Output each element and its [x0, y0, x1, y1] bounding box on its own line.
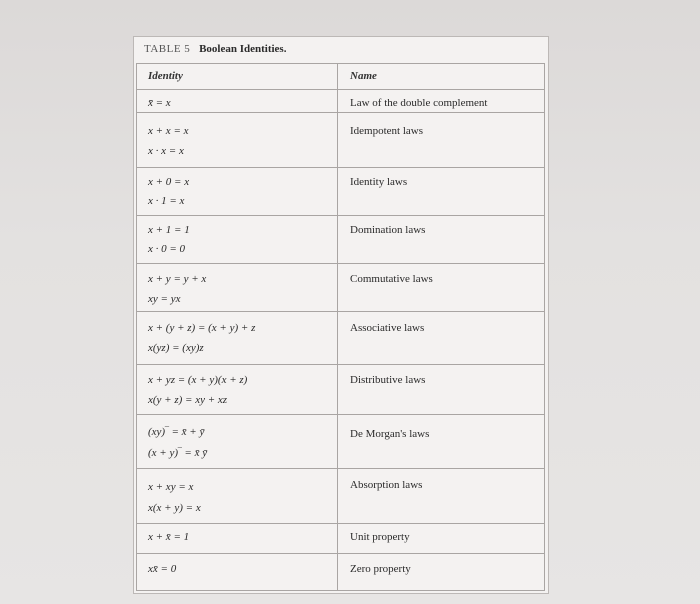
identity-name: Absorption laws	[350, 479, 423, 491]
table-rule	[136, 215, 544, 216]
identity-formula: (x + y)‾ = x̄ ȳ	[148, 447, 208, 459]
identity-formula: x + x = x	[148, 125, 189, 137]
identity-formula: x(x + y) = x	[148, 502, 201, 514]
table-rule	[136, 263, 544, 264]
identity-formula: x + 1 = 1	[148, 224, 190, 236]
table-rule	[136, 112, 544, 113]
identity-formula: x(y + z) = xy + xz	[148, 394, 228, 406]
identity-formula: x · 0 = 0	[148, 243, 186, 255]
identity-name: Domination laws	[350, 224, 426, 236]
identity-name: Distributive laws	[350, 374, 426, 386]
table-rule	[136, 364, 544, 365]
table-rule	[136, 414, 544, 415]
identity-name: Law of the double complement	[350, 97, 488, 109]
identity-name: Unit property	[350, 531, 410, 543]
identity-formula: x(yz) = (xy)z	[148, 342, 204, 354]
identity-formula: xx̄ = 0	[148, 563, 177, 575]
table-rule	[136, 89, 544, 90]
identity-name: Commutative laws	[350, 273, 433, 285]
table-caption	[144, 43, 286, 55]
table-border-right	[544, 63, 545, 591]
identity-formula: x̄̄ = x	[148, 97, 171, 109]
column-divider	[337, 63, 338, 591]
table-rule	[136, 468, 544, 469]
identity-formula: x + y = y + x	[148, 273, 207, 285]
identity-name: Associative laws	[350, 322, 425, 334]
table-rule	[136, 311, 544, 312]
table-rule	[136, 523, 544, 524]
table-rule	[136, 63, 544, 64]
identity-formula: x + (y + z) = (x + y) + z	[148, 322, 256, 334]
identity-name: De Morgan's laws	[350, 428, 430, 440]
table-label: TABLE 5	[144, 43, 191, 55]
identity-formula: x · 1 = x	[148, 195, 185, 207]
table-title: Boolean Identities.	[199, 43, 287, 55]
identity-formula: xy = yx	[148, 293, 181, 305]
identity-formula: x + 0 = x	[148, 176, 190, 188]
column-header-name: Name	[350, 70, 377, 82]
table-rule	[136, 167, 544, 168]
identity-formula: x · x = x	[148, 145, 184, 157]
identity-formula: x + yz = (x + y)(x + z)	[148, 374, 248, 386]
identity-name: Idempotent laws	[350, 125, 424, 137]
column-header-identity: Identity	[148, 70, 183, 82]
identity-formula: (xy)‾ = x̄ + ȳ	[148, 426, 205, 438]
identity-formula: x + x̄ = 1	[148, 531, 190, 543]
table-rule	[136, 553, 544, 554]
identity-formula: x + xy = x	[148, 481, 194, 493]
identities-table	[133, 36, 549, 594]
table-border-left	[136, 63, 137, 591]
table-rule	[136, 590, 544, 591]
identity-name: Zero property	[350, 563, 411, 575]
identity-name: Identity laws	[350, 176, 408, 188]
